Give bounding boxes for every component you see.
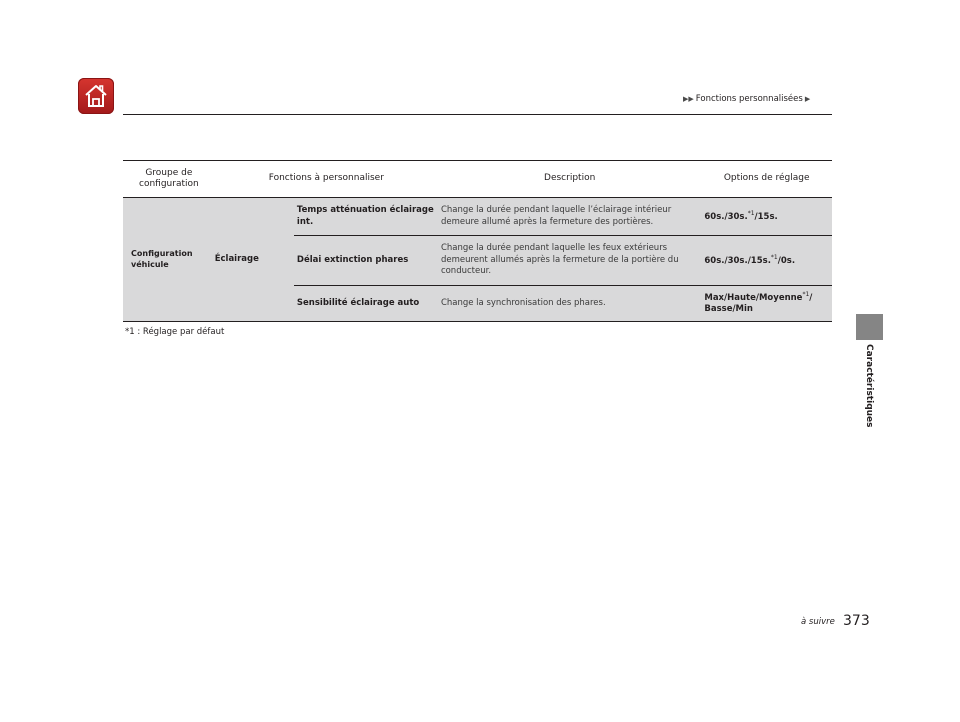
default-marker: *1: [802, 291, 810, 299]
home-icon: [84, 83, 108, 109]
header-options: Options de réglage: [701, 161, 832, 198]
footnote: *1 : Réglage par défaut: [125, 327, 225, 337]
breadcrumb[interactable]: [683, 94, 810, 104]
default-marker: *1: [747, 209, 755, 217]
triangle-right-icon: ▶▶: [683, 95, 694, 103]
options-value: 60s./30s.: [704, 211, 748, 222]
header-description: Description: [438, 161, 701, 198]
section-tab[interactable]: [856, 314, 883, 340]
section-tab-label: Caractéristiques: [864, 344, 874, 428]
options-cell: [701, 286, 832, 322]
triangle-right-icon: ▶: [804, 95, 811, 103]
group-cell: Configuration véhicule: [123, 198, 215, 322]
options-value-rest: /15s.: [754, 211, 778, 222]
options-value-rest: / Basse/Min: [704, 292, 813, 315]
continue-label: à suivre: [801, 617, 835, 627]
function-cell: Délai extinction phares: [294, 236, 438, 286]
description-cell: Change la synchronisation des phares.: [438, 286, 701, 322]
breadcrumb-label: Fonctions personnalisées: [695, 94, 803, 104]
table-row: [123, 198, 832, 236]
home-button[interactable]: [78, 78, 114, 114]
options-value: 60s./30s./15s.: [704, 255, 771, 266]
section-tab-label-wrap: [856, 344, 883, 428]
default-marker: *1: [770, 253, 778, 261]
header-function: Fonctions à personnaliser: [215, 161, 438, 198]
header-group: Groupe de configuration: [123, 161, 215, 198]
function-cell: Temps atténuation éclairage int.: [294, 198, 438, 236]
table-header-row: [123, 161, 832, 198]
page-number: 373: [843, 613, 870, 629]
options-value: Max/Haute/Moyenne: [704, 292, 803, 303]
subgroup-cell: Éclairage: [215, 198, 294, 322]
settings-table: [123, 160, 832, 322]
description-cell: Change la durée pendant laquelle les feux extérieurs demeurent allumés après la fermeture de la portière du conducteur.: [438, 236, 701, 286]
options-cell: [701, 198, 832, 236]
function-cell: Sensibilité éclairage auto: [294, 286, 438, 322]
header-divider: [123, 114, 832, 115]
options-value-rest: /0s.: [777, 255, 796, 266]
description-cell: Change la durée pendant laquelle l’éclairage intérieur demeure allumé après la fermeture des portières.: [438, 198, 701, 236]
options-cell: [701, 236, 832, 286]
